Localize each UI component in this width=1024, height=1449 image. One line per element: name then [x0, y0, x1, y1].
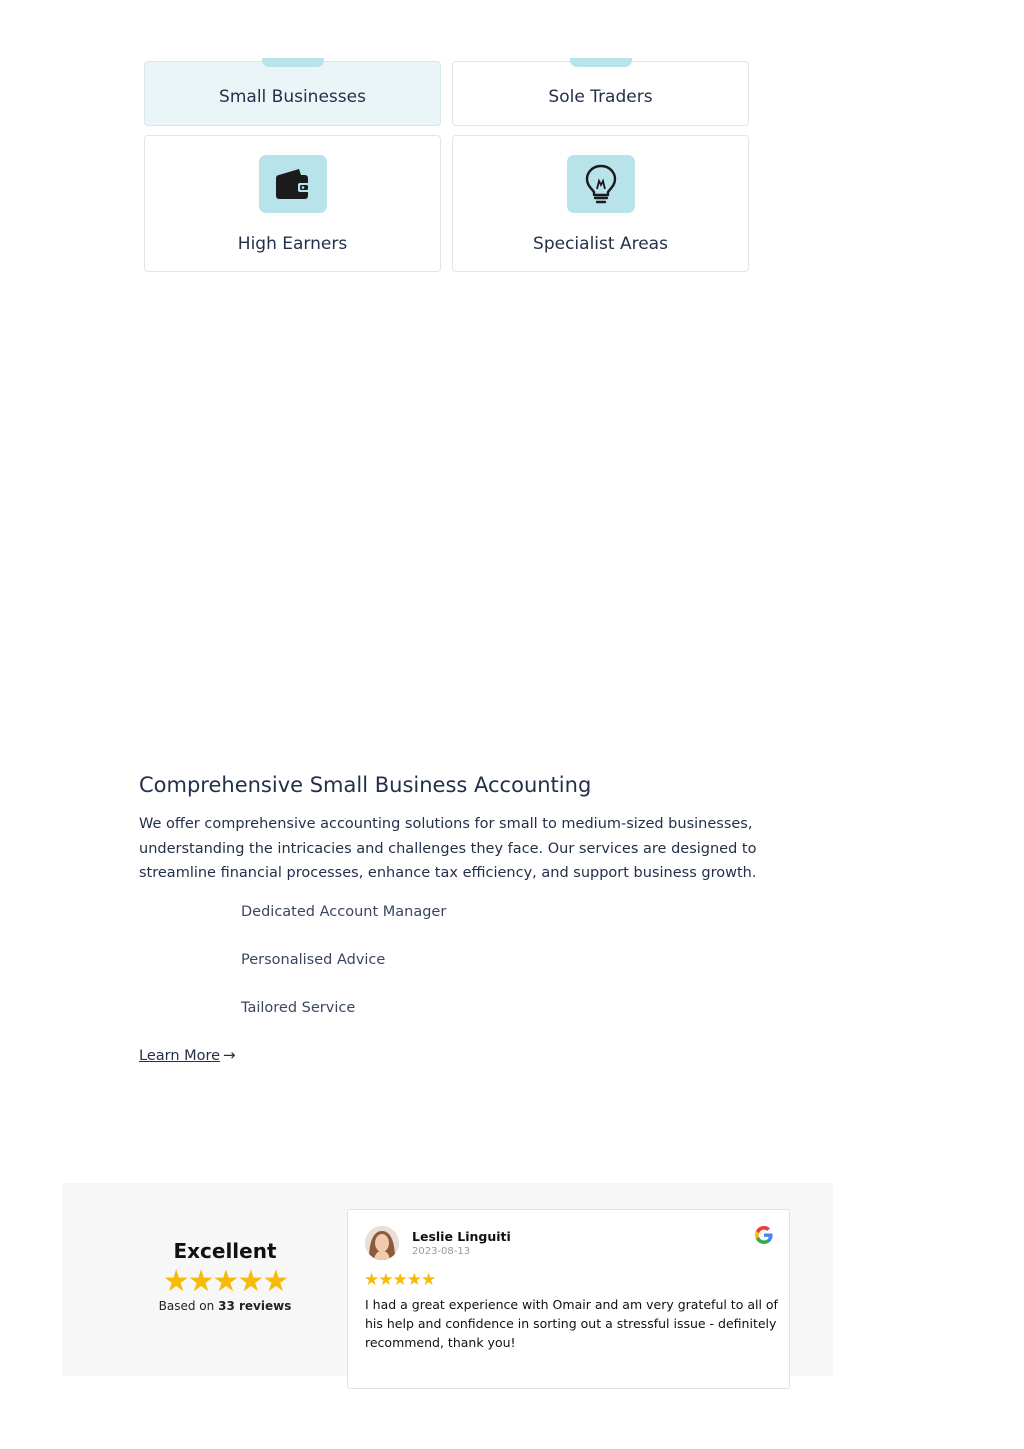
- card-label: Specialist Areas: [533, 234, 668, 254]
- rating-summary: [154, 1239, 296, 1313]
- section-title: Comprehensive Small Business Accounting: [139, 773, 592, 797]
- lightbulb-icon: [567, 155, 635, 213]
- feature-item: Tailored Service: [241, 1000, 356, 1016]
- review-date: 2023-08-13: [412, 1246, 471, 1257]
- card-label: Small Businesses: [219, 87, 366, 107]
- card-high-earners[interactable]: [144, 135, 441, 272]
- card-specialist-areas[interactable]: [452, 135, 749, 272]
- feature-item: Personalised Advice: [241, 952, 386, 968]
- reviewer-name[interactable]: Leslie Linguiti: [412, 1229, 511, 1244]
- review-text: I had a great experience with Omair and am very grateful to all of his help and confidence in sorting out a stressful issue - definitely recommend, thank you!: [365, 1297, 778, 1350]
- google-icon[interactable]: [755, 1226, 773, 1244]
- reviews-widget: [62, 1183, 833, 1376]
- review-count-prefix: Based on: [158, 1299, 215, 1313]
- wallet-icon: [259, 155, 327, 213]
- card-label: High Earners: [237, 234, 348, 254]
- arrow-right-icon[interactable]: →: [223, 1046, 236, 1064]
- review-count: [154, 1299, 296, 1313]
- rating-stars: ★★★★★: [162, 1264, 288, 1299]
- accounting-section: [139, 770, 759, 1064]
- learn-more-link[interactable]: Learn More: [139, 1048, 221, 1064]
- avatar: [365, 1226, 399, 1260]
- review-stars: ★★★★★: [364, 1270, 436, 1290]
- section-description: We offer comprehensive accounting solutions for small to medium-sized businesses, understanding the intricacies and challenges they face. Our services are designed to streamline financial processes, enhance tax efficiency, and support business growth.: [139, 816, 757, 882]
- review-card[interactable]: [347, 1209, 790, 1389]
- building-icon: [262, 58, 324, 67]
- card-label: Sole Traders: [548, 87, 653, 107]
- card-sole-traders[interactable]: [452, 61, 749, 126]
- user-icon: [570, 58, 632, 67]
- feature-item: Dedicated Account Manager: [241, 904, 447, 920]
- rating-word: Excellent: [173, 1239, 277, 1263]
- card-small-businesses[interactable]: [144, 61, 441, 126]
- review-count-value[interactable]: 33 reviews: [218, 1299, 292, 1313]
